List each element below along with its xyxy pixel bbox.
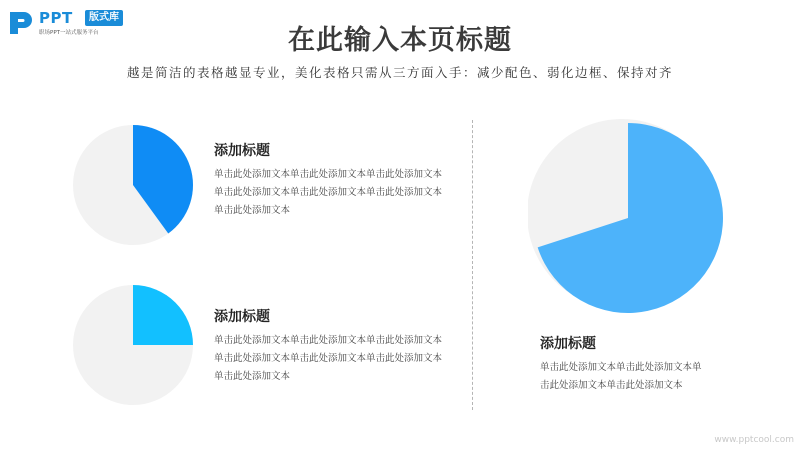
page-subtitle: 越是简洁的表格越显专业，美化表格只需从三方面入手：减少配色、弱化边框、保持对齐: [126, 65, 673, 80]
logo-brand-text: PPT: [39, 9, 73, 27]
block-heading: 添加标题: [214, 143, 270, 159]
pie-chart-2: [70, 282, 196, 408]
logo-badge: 版式库: [85, 10, 123, 26]
logo-tagline: 职场PPT一站式服务平台: [39, 30, 99, 36]
vertical-divider: [472, 120, 473, 410]
block-body: 单击此处添加文本单击此处添加文本单击此处添加文本单击此处添加文本: [540, 362, 702, 391]
text-block-1: [214, 140, 442, 220]
text-block-3: [540, 333, 710, 395]
block-body: 单击此处添加文本单击此处添加文本单击此处添加文本单击此处添加文本单击此处添加文本单击此处添加文本单击此处添加文本: [214, 335, 443, 382]
text-block-2: [214, 306, 442, 386]
block-heading: 添加标题: [540, 336, 596, 352]
page-title: 在此输入本页标题: [288, 25, 512, 56]
block-heading: 添加标题: [214, 309, 270, 325]
pie-highlight-slice: [133, 285, 193, 345]
watermark: www.pptcool.com: [714, 435, 794, 445]
block-body: 单击此处添加文本单击此处添加文本单击此处添加文本单击此处添加文本单击此处添加文本单击此处添加文本单击此处添加文本: [214, 169, 443, 216]
pie-chart-1: [70, 122, 196, 248]
pie-chart-3: [528, 118, 724, 314]
